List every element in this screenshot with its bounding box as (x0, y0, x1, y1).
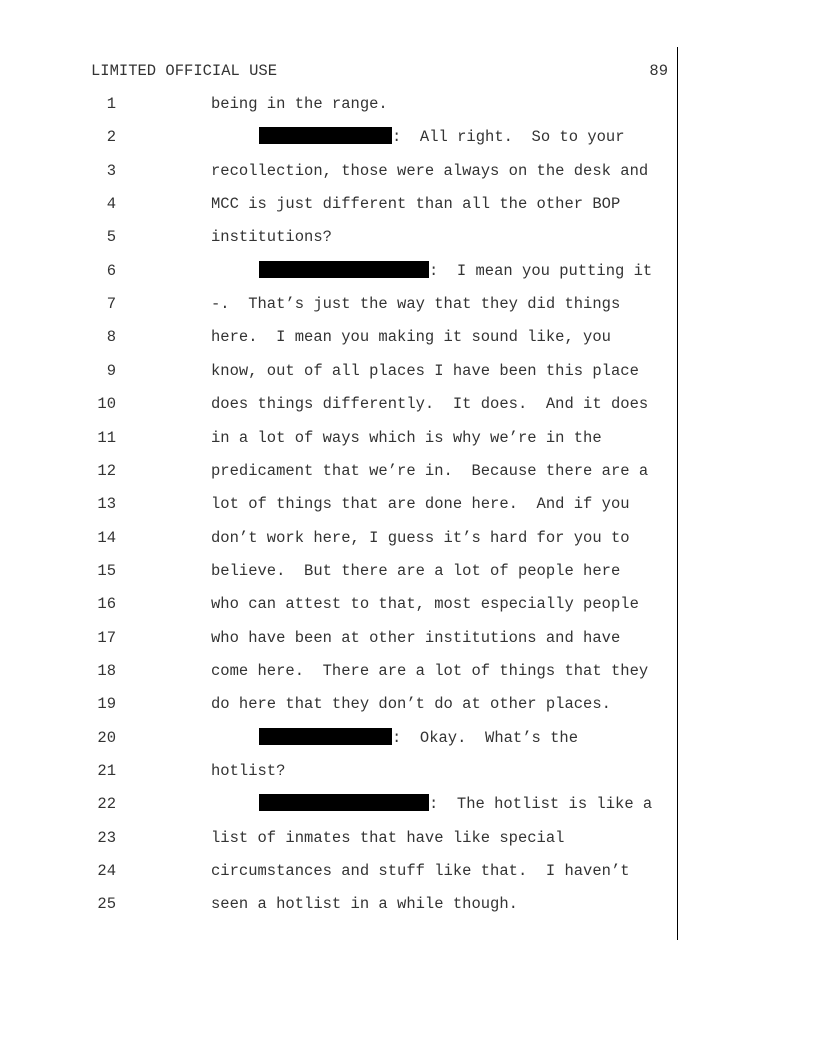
line-number: 17 (97, 628, 116, 647)
line-number: 4 (106, 195, 116, 214)
transcript-line (0, 494, 816, 514)
line-number: 5 (106, 228, 116, 247)
line-text: : I mean you putting it (429, 261, 653, 280)
line-text: MCC is just different than all the other BOP (211, 195, 621, 214)
line-text: predicament that we’re in. Because there are a (211, 461, 649, 480)
transcript-line (0, 894, 816, 914)
line-number: 16 (97, 595, 116, 614)
line-number: 18 (97, 661, 116, 680)
redaction-box (259, 127, 392, 144)
speaker-line-text (259, 127, 625, 147)
line-number: 19 (97, 695, 116, 714)
transcript-line (0, 261, 816, 281)
transcript-line (0, 127, 816, 147)
redaction-box (259, 728, 392, 745)
line-number: 23 (97, 828, 116, 847)
line-number: 3 (106, 161, 116, 180)
redaction-box (259, 261, 429, 278)
line-text: : Okay. What’s the (392, 728, 579, 747)
line-text: : The hotlist is like a (429, 795, 653, 814)
line-text: list of inmates that have like special (211, 828, 565, 847)
line-text: being in the range. (211, 95, 388, 113)
line-number: 21 (97, 762, 116, 780)
line-number: 13 (97, 495, 116, 514)
line-text: here. I mean you making it sound like, you (211, 328, 611, 347)
transcript-line (0, 461, 816, 481)
line-text: : All right. So to your (392, 128, 625, 147)
line-number: 9 (106, 361, 116, 380)
line-text: come here. There are a lot of things that they (211, 661, 649, 680)
line-text: who can attest to that, most especially people (211, 595, 639, 614)
transcript-line (0, 194, 816, 214)
page-number: 89 (649, 62, 668, 80)
line-text: does things differently. It does. And it does (211, 395, 649, 414)
transcript-line (0, 794, 816, 814)
transcript-line (0, 728, 816, 748)
line-number: 24 (97, 862, 116, 881)
transcript-line (0, 294, 816, 314)
line-text: circumstances and stuff like that. I haven’t (211, 862, 630, 881)
line-text: -. That’s just the way that they did things (211, 295, 621, 314)
line-number: 2 (106, 128, 116, 147)
line-number: 22 (97, 795, 116, 814)
speaker-line-text (259, 261, 652, 281)
transcript-line (0, 561, 816, 581)
line-number: 1 (106, 95, 116, 113)
line-number: 6 (106, 261, 116, 280)
line-number: 12 (97, 461, 116, 480)
line-number: 20 (97, 728, 116, 747)
line-number: 14 (97, 528, 116, 547)
redaction-box (259, 794, 429, 811)
line-text: recollection, those were always on the desk and (211, 161, 649, 180)
transcript-line (0, 528, 816, 548)
transcript-line (0, 327, 816, 347)
line-text: institutions? (211, 228, 332, 247)
classification-header: LIMITED OFFICIAL USE (91, 62, 278, 80)
transcript-line (0, 828, 816, 848)
line-number: 15 (97, 561, 116, 580)
line-text: lot of things that are done here. And if you (211, 495, 630, 514)
speaker-line-text (259, 794, 652, 814)
line-number: 8 (106, 328, 116, 347)
line-number: 11 (97, 428, 116, 447)
transcript-line (0, 428, 816, 448)
line-number: 25 (97, 895, 116, 914)
transcript-line (0, 394, 816, 414)
transcript-line (0, 94, 816, 114)
transcript-line (0, 694, 816, 714)
line-text: believe. But there are a lot of people here (211, 561, 621, 580)
line-text: know, out of all places I have been this place (211, 361, 639, 380)
transcript-line (0, 861, 816, 881)
line-text: who have been at other institutions and have (211, 628, 621, 647)
line-text: hotlist? (211, 762, 286, 780)
transcript-line (0, 661, 816, 681)
transcript-line (0, 227, 816, 247)
transcript-line (0, 161, 816, 181)
line-text: don’t work here, I guess it’s hard for you to (211, 528, 630, 547)
transcript-line (0, 361, 816, 381)
transcript-line (0, 594, 816, 614)
line-number: 10 (97, 395, 116, 414)
line-text: do here that they don’t do at other places. (211, 695, 611, 714)
line-number: 7 (106, 295, 116, 314)
speaker-line-text (259, 728, 578, 748)
line-text: seen a hotlist in a while though. (211, 895, 518, 914)
transcript-line (0, 761, 816, 781)
transcript-line (0, 628, 816, 648)
line-text: in a lot of ways which is why we’re in the (211, 428, 602, 447)
